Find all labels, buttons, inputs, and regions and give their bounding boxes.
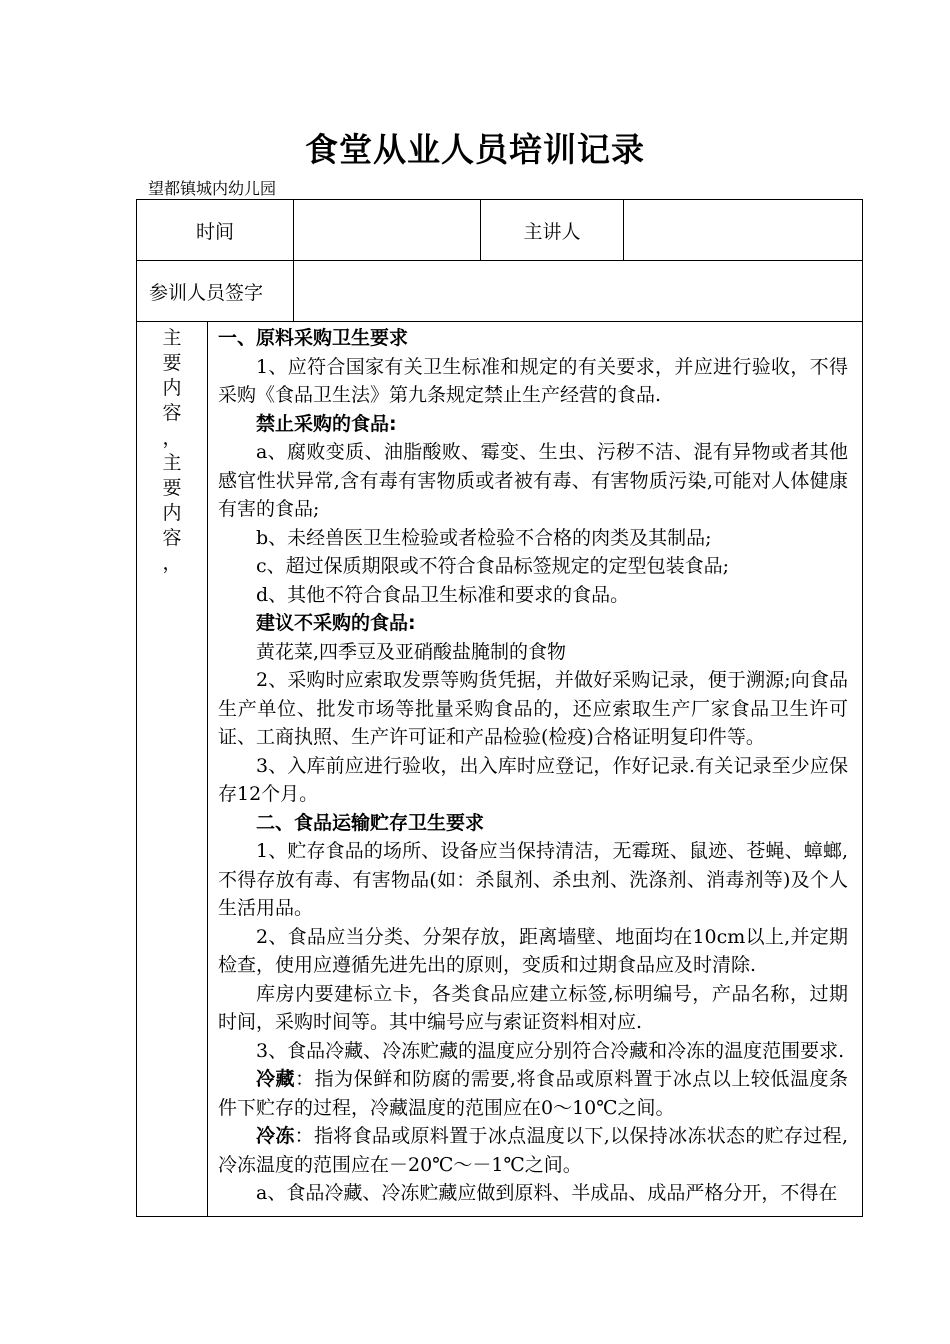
paragraph: d、其他不符合食品卫生标准和要求的食品。	[256, 583, 630, 606]
section-heading-2: 二、食品运输贮存卫生要求	[256, 811, 485, 834]
signature-row	[137, 261, 863, 322]
paragraph: a、腐败变质、油脂酸败、霉变、生虫、污秽不洁、混有异物或者其他感官性状异常,含有毒有害物质或者被有毒、有害物质污染,可能对人体健康有害的食品;	[218, 441, 849, 520]
paragraph: 1、贮存食品的场所、设备应当保持清洁，无霉斑、鼠迹、苍蝇、蟑螂,不得存放有毒、有害物品(如：杀鼠剂、杀虫剂、洗涤剂、消毒剂等)及个人生活用品。	[218, 840, 849, 919]
time-label: 时间	[137, 200, 294, 261]
paragraph: 3、入库前应进行验收，出入库时应登记，作好记录.有关记录至少应保存12个月。	[218, 754, 849, 805]
content-label-char: 容	[162, 527, 182, 549]
time-speaker-row	[137, 200, 863, 261]
paragraph: b、未经兽医卫生检验或者检验不合格的肉类及其制品;	[256, 526, 712, 549]
organization-name: 望都镇城内幼儿园	[148, 179, 277, 198]
term-freeze-text: ：指将食品或原料置于冰点温度以下,以保持冰冻状态的贮存过程,冷冻温度的范围应在－20℃～－1℃之间。	[218, 1125, 848, 1176]
paragraph: 库房内要建标立卡，各类食品应建立标签,标明编号，产品名称，过期时间，采购时间等。其中编号应与索证资料相对应.	[218, 982, 849, 1033]
subheading-forbidden: 禁止采购的食品:	[256, 412, 397, 435]
term-cold-text: ：指为保鲜和防腐的需要,将食品或原料置于冰点以上较低温度条件下贮存的过程，冷藏温度的范围应在0～10℃之间。	[218, 1068, 849, 1119]
paragraph-cold	[218, 1065, 848, 1122]
content-label-char: ，	[162, 552, 182, 574]
paragraph: 3、食品冷藏、冷冻贮藏的温度应分别符合冷藏和冷冻的温度范围要求.	[256, 1039, 845, 1062]
term-freeze: 冷冻	[256, 1125, 295, 1147]
document-title: 食堂从业人员培训记录	[305, 130, 645, 169]
speaker-value-field[interactable]	[624, 200, 863, 261]
paragraph: 1、应符合国家有关卫生标准和规定的有关要求，并应进行验收，不得采购《食品卫生法》第九条规定禁止生产经营的食品.	[218, 355, 849, 406]
signature-field[interactable]	[294, 261, 863, 322]
content-row	[137, 322, 863, 1217]
content-body	[208, 322, 863, 1217]
content-label-char: 要	[162, 477, 182, 499]
time-value-field[interactable]	[294, 200, 481, 261]
content-label	[137, 322, 208, 1217]
content-label-char: 内	[162, 377, 182, 399]
paragraph: 2、采购时应索取发票等购货凭据，并做好采购记录，便于溯源;向食品生产单位、批发市场等批量采购食品的，还应索取生产厂家食品卫生许可证、工商执照、生产许可证和产品检验(检疫)合格证明复印件等。	[218, 669, 849, 748]
content-label-char: 主	[162, 452, 182, 474]
paragraph: 黄花菜,四季豆及亚硝酸盐腌制的食物	[256, 640, 567, 663]
paragraph: a、食品冷藏、冷冻贮藏应做到原料、半成品、成品严格分开，不得在	[256, 1182, 838, 1204]
paragraph-freeze	[218, 1122, 848, 1179]
paragraph: c、超过保质期限或不符合食品标签规定的定型包装食品;	[256, 555, 730, 577]
term-cold: 冷藏	[256, 1068, 296, 1090]
signature-label: 参训人员签字	[137, 261, 294, 322]
content-label-char: 内	[162, 502, 182, 524]
content-label-char: 主	[162, 327, 182, 349]
content-label-char: 容	[162, 402, 182, 424]
training-record-table	[136, 199, 863, 1217]
speaker-label: 主讲人	[481, 200, 624, 261]
subheading-suggest: 建议不采购的食品:	[256, 612, 416, 634]
content-label-char: 要	[162, 352, 182, 374]
content-label-char: ，	[162, 427, 182, 449]
section-heading-1: 一、原料采购卫生要求	[218, 327, 409, 349]
paragraph: 2、食品应当分类、分架存放，距离墙壁、地面均在10cm以上,并定期检查，使用应遵循先进先出的原则，变质和过期食品应及时清除.	[218, 925, 849, 976]
